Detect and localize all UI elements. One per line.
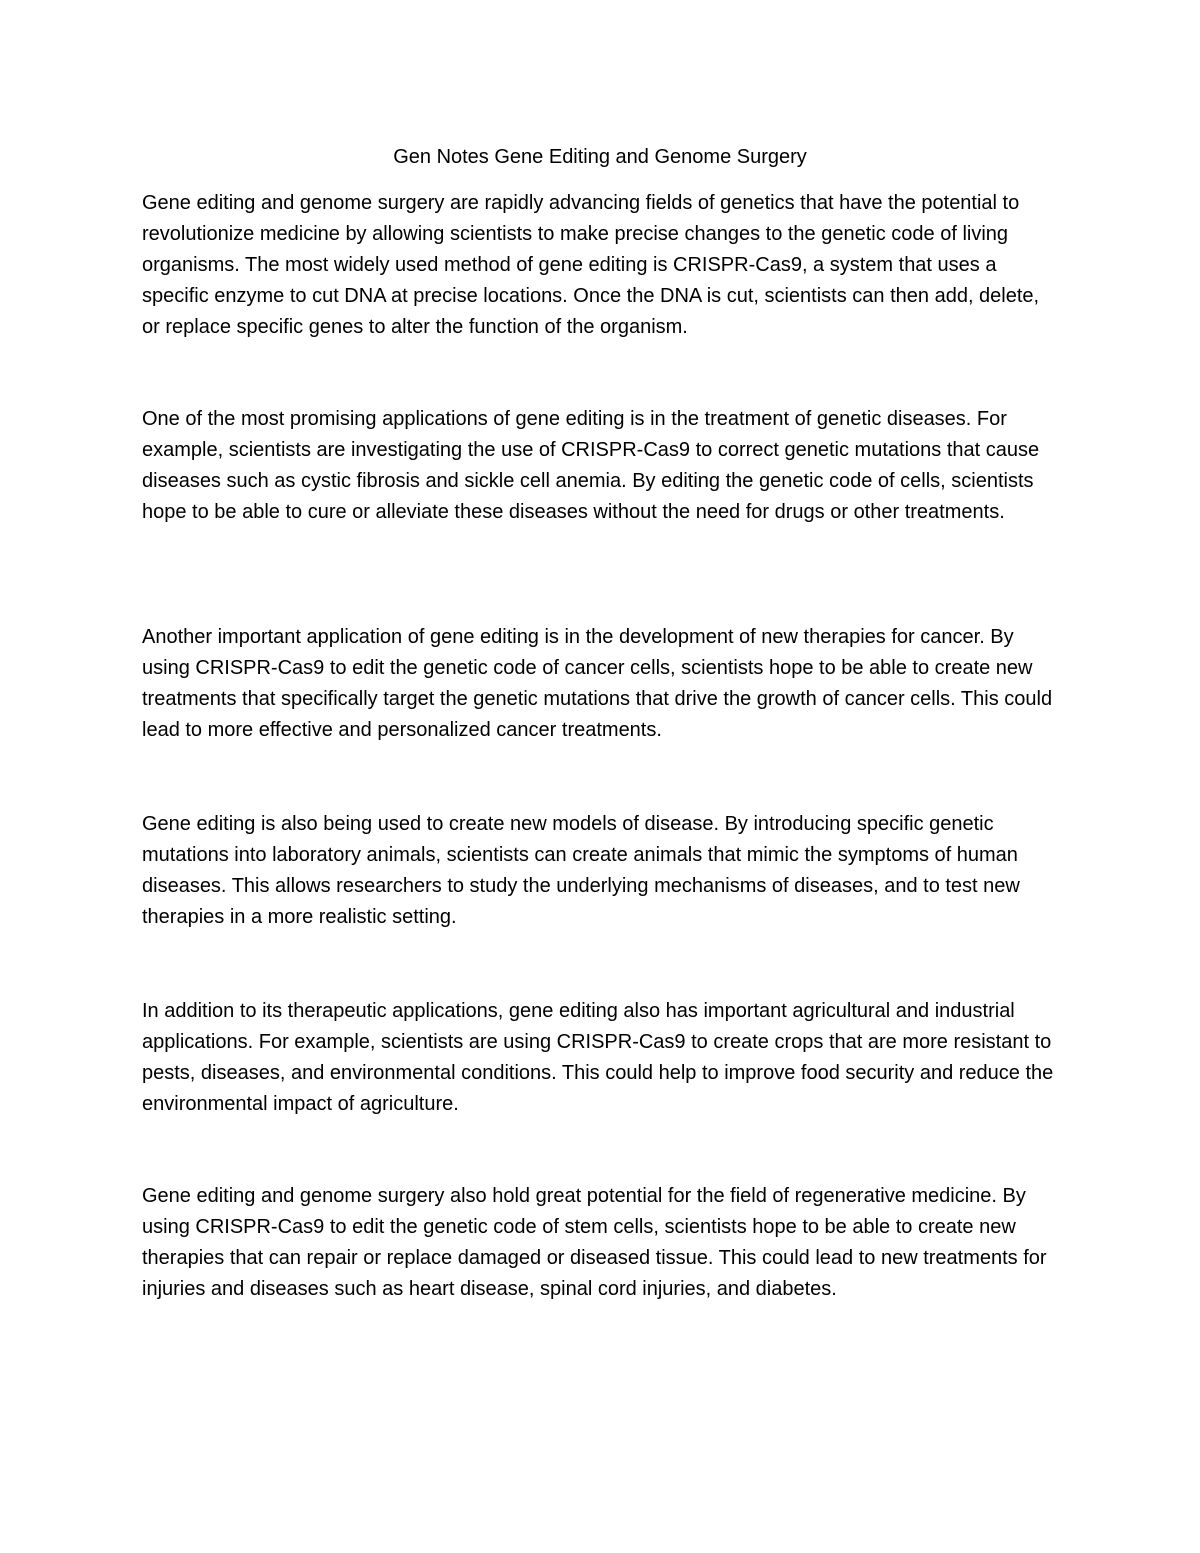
paragraph-crispr-overview: Gene editing and genome surgery are rapidly advancing fields of genetics that have the potential to revolutionize medicine by allowing scientists to make precise changes to the genetic code of living organisms. The most widely used method of gene editing is CRISPR-Cas9, a system that uses a specific enzyme to cut DNA at precise locations. Once the DNA is cut, scientists can then add, delete, or replace specific genes to alter the function of the organism. [142,192,1040,338]
paragraph-agriculture: In addition to its therapeutic applications, gene editing also has important agricultural and industrial applications. For example, scientists are using CRISPR-Cas9 to create crops that are more resistant to pests, diseases, and environmental conditions. This could help to improve food security and reduce the environmental impact of agriculture. [142,1000,1054,1115]
paragraph-cancer-therapies: Another important application of gene editing is in the development of new therapies for cancer. By using CRISPR-Cas9 to edit the genetic code of cancer cells, scientists hope to be able to create new treatments that specifically target the genetic mutations that drive the growth of cancer cells. This could lead to more effective and personalized cancer treatments. [142,626,1053,741]
paragraph-regenerative-medicine: Gene editing and genome surgery also hold great potential for the field of regenerative medicine. By using CRISPR-Cas9 to edit the genetic code of stem cells, scientists hope to be able to create new therapies that can repair or replace damaged or diseased tissue. This could lead to new treatments for injuries and diseases such as heart disease, spinal cord injuries, and diabetes. [142,1185,1047,1300]
paragraph-genetic-diseases: One of the most promising applications of gene editing is in the treatment of genetic diseases. For example, scientists are investigating the use of CRISPR-Cas9 to correct genetic mutations that cause diseases such as cystic fibrosis and sickle cell anemia. By editing the genetic code of cells, scientists hope to be able to cure or alleviate these diseases without the need for drugs or other treatments. [142,408,1040,523]
document-title: Gen Notes Gene Editing and Genome Surgery [393,146,807,168]
paragraph-disease-models: Gene editing is also being used to create new models of disease. By introducing specific genetic mutations into laboratory animals, scientists can create animals that mimic the symptoms of human diseases. This allows researchers to study the underlying mechanisms of diseases, and to test new therapies in a more realistic setting. [142,813,1020,928]
